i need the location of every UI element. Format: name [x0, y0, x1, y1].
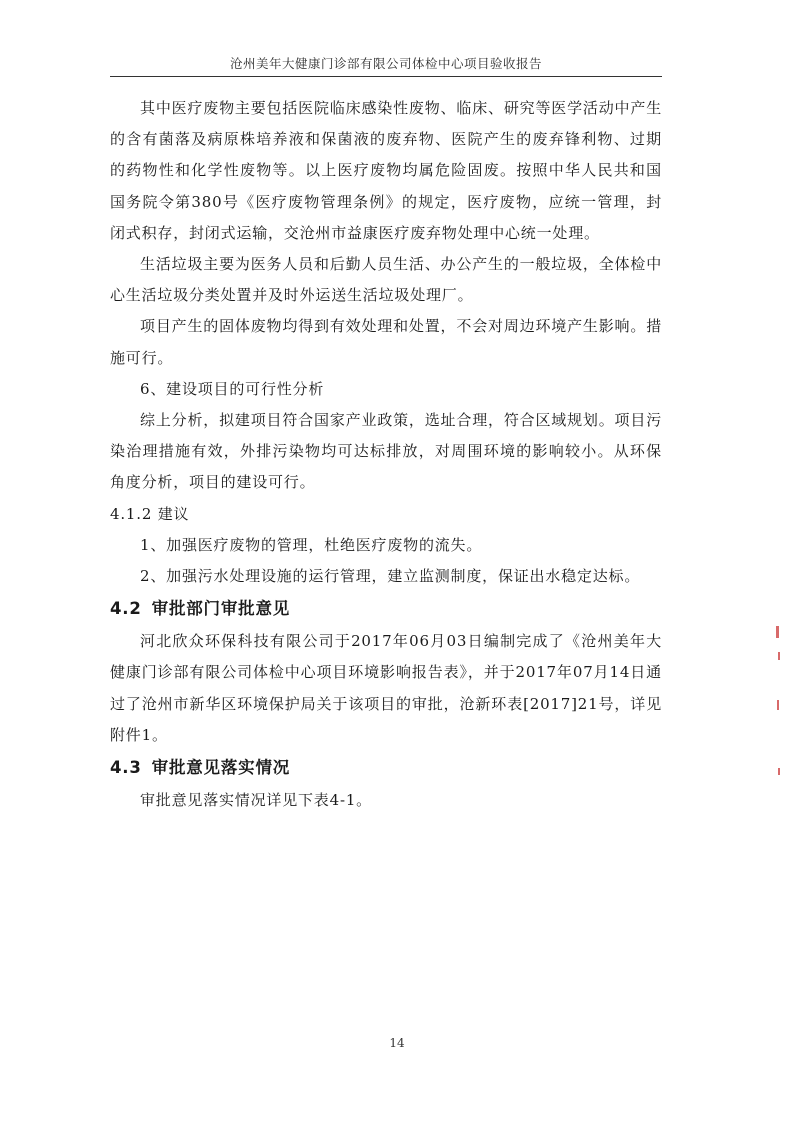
- running-header: 沧州美年大健康门诊部有限公司体检中心项目验收报告: [229, 56, 542, 71]
- paragraph-domestic-waste: 生活垃圾主要为医务人员和后勤人员生活、办公产生的一般垃圾，全体检中心生活垃圾分类处置并及时外运送生活垃圾处理厂。: [110, 255, 662, 305]
- page-number: 14: [389, 1036, 405, 1050]
- seal-edge-mark: [777, 700, 779, 710]
- seal-edge-mark: [778, 652, 780, 660]
- heading-feasibility: 6、建设项目的可行性分析: [140, 379, 325, 398]
- paragraph-implementation: 审批意见落实情况详见下表4-1。: [140, 791, 372, 810]
- seal-edge-mark: [776, 626, 779, 638]
- paragraph-medical-waste: 其中医疗废物主要包括医院临床感染性废物、临床、研究等医学活动中产生的含有菌落及病原株培养液和保菌液的废弃物、医院产生的废弃锋利物、过期的药物性和化学性废物等。以上医疗废物均属危险固废。按照中华人民共和国国务院令第380号《医疗废物管理条例》的规定，医疗废物，应统一管理，封闭式积存，封闭式运输，交沧州市益康医疗废弃物处理中心统一处理。: [110, 99, 662, 242]
- section-heading-4-3: [110, 751, 662, 785]
- paragraph-solid-waste: 项目产生的固体废物均得到有效处理和处置，不会对周边环境产生影响。措施可行。: [110, 317, 662, 367]
- paragraph-feasibility: 综上分析，拟建项目符合国家产业政策，选址合理，符合区域规划。项目污染治理措施有效，外排污染物均可达标排放，对周围环境的影响较小。从环保角度分析，项目的建设可行。: [110, 411, 662, 492]
- section-heading-4-2: [110, 592, 662, 626]
- heading-suggestions: 4.1.2 建议: [110, 504, 190, 523]
- suggestion-item-1: 1、加强医疗废物的管理，杜绝医疗废物的流失。: [140, 535, 483, 554]
- paragraph-approval: 河北欣众环保科技有限公司于2017年06月03日编制完成了《沧州美年大健康门诊部有限公司体检中心项目环境影响报告表》，并于2017年07月14日通过了沧州市新华区环境保护局关于该项目的审批，沧新环表[2017]21号，详见附件1。: [110, 632, 662, 744]
- section-number: 4.2: [110, 599, 142, 619]
- header-divider: [110, 76, 662, 77]
- seal-edge-mark: [778, 768, 780, 775]
- section-number: 4.3: [110, 758, 142, 778]
- suggestion-item-2: 2、加强污水处理设施的运行管理，建立监测制度，保证出水稳定达标。: [140, 567, 641, 586]
- page-content: [110, 93, 662, 816]
- section-title: 审批部门审批意见: [151, 599, 291, 619]
- section-title: 审批意见落实情况: [151, 758, 291, 778]
